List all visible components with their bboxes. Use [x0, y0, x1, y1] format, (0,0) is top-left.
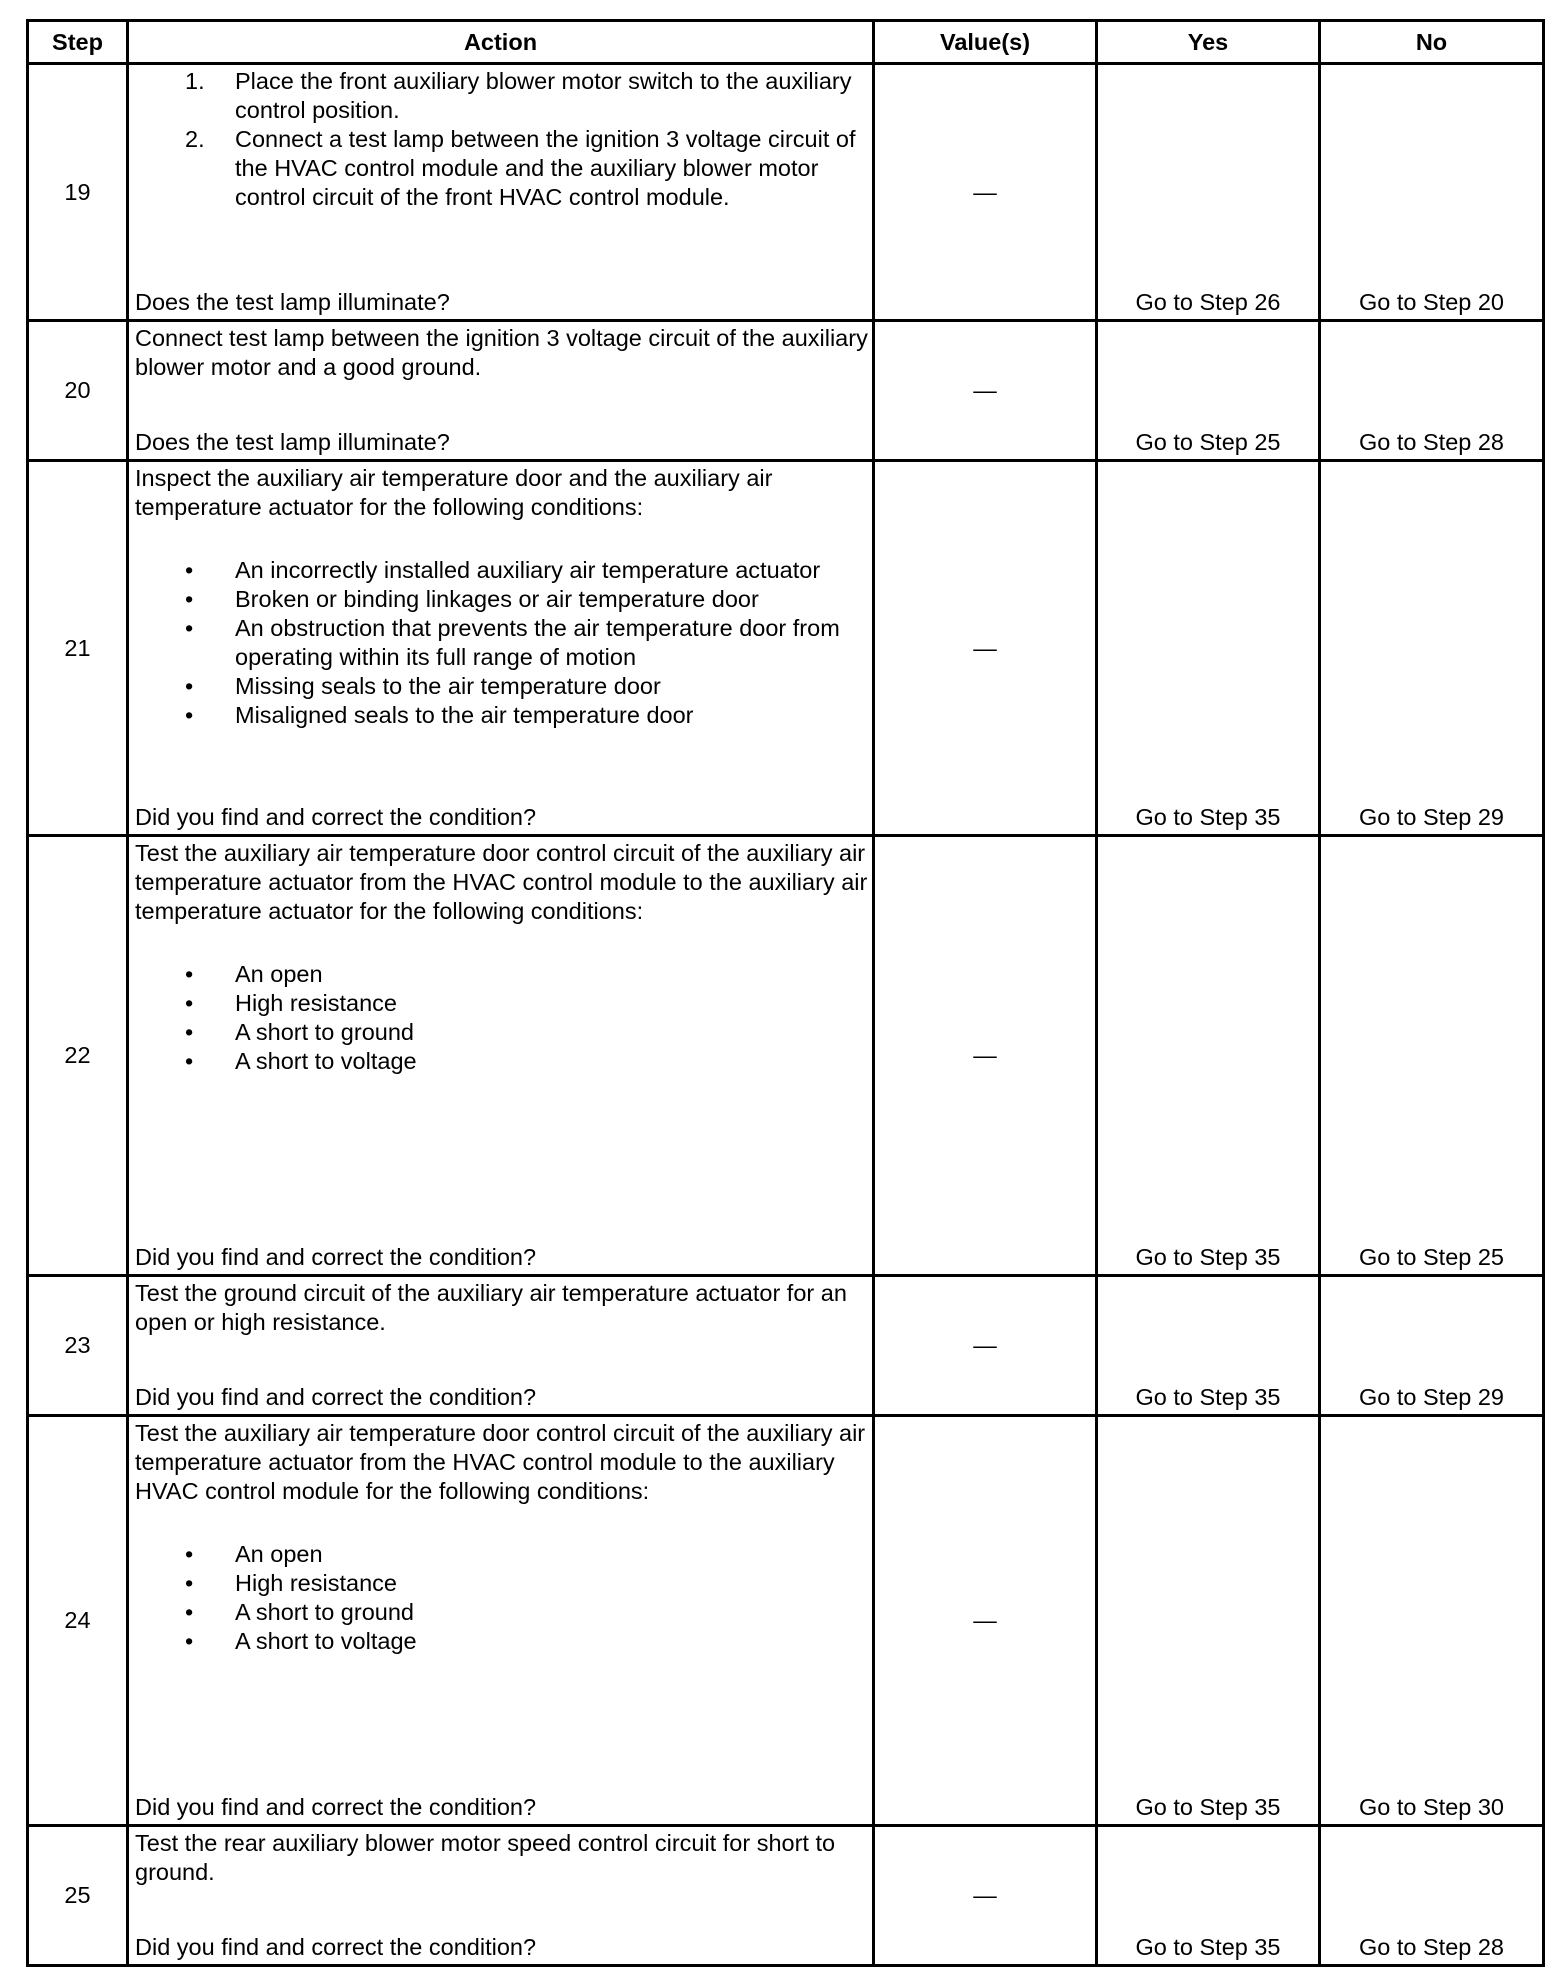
value-cell: —	[874, 64, 1097, 321]
list-item-text: An open	[235, 961, 323, 987]
value-cell: —	[874, 1416, 1097, 1826]
action-question: Did you find and correct the condition?	[135, 1244, 537, 1270]
list-item	[135, 989, 868, 1018]
list-number: 1.	[185, 68, 205, 94]
bullet-icon: •	[185, 1541, 194, 1567]
list-item	[135, 1047, 868, 1076]
step-number: 24	[28, 1416, 128, 1826]
list-item-text: Misaligned seals to the air temperature door	[235, 702, 694, 728]
header-yes: Yes	[1097, 21, 1320, 64]
header-no: No	[1320, 21, 1544, 64]
list-item	[135, 67, 868, 125]
list-item	[135, 556, 868, 585]
yes-cell: Go to Step 35	[1097, 461, 1320, 836]
list-item-text: Connect a test lamp between the ignition 3 voltage circuit of the HVAC control module and the auxiliary blower motor control circuit of the front HVAC control module.	[235, 126, 856, 210]
bullet-icon: •	[185, 586, 194, 612]
no-cell: Go to Step 20	[1320, 64, 1544, 321]
table-row	[28, 1276, 1544, 1416]
action-question: Does the test lamp illuminate?	[135, 289, 450, 315]
yes-cell: Go to Step 35	[1097, 1826, 1320, 1966]
table-row	[28, 321, 1544, 461]
header-action: Action	[128, 21, 874, 64]
step-number: 21	[28, 461, 128, 836]
list-item	[135, 1540, 868, 1569]
list-item-text: A short to ground	[235, 1599, 414, 1625]
action-question: Did you find and correct the condition?	[135, 804, 537, 830]
action-intro: Test the auxiliary air temperature door control circuit of the auxiliary air temperature actuator from the HVAC control module to the auxiliary air temperature actuator for the following conditions:	[135, 840, 868, 924]
header-step: Step	[28, 21, 128, 64]
action-cell	[128, 321, 874, 461]
list-item	[135, 701, 868, 730]
list-item-text: A short to voltage	[235, 1048, 417, 1074]
step-number: 23	[28, 1276, 128, 1416]
action-cell	[128, 1276, 874, 1416]
no-cell: Go to Step 29	[1320, 461, 1544, 836]
bullet-icon: •	[185, 673, 194, 699]
list-item-text: An incorrectly installed auxiliary air temperature actuator	[235, 557, 821, 583]
action-intro: Test the auxiliary air temperature door control circuit of the auxiliary air temperature actuator from the HVAC control module to the auxiliary HVAC control module for the following conditions:	[135, 1420, 866, 1504]
list-item-text: Missing seals to the air temperature door	[235, 673, 661, 699]
bullet-icon: •	[185, 702, 194, 728]
list-item	[135, 1598, 868, 1627]
no-cell: Go to Step 28	[1320, 1826, 1544, 1966]
bullet-icon: •	[185, 961, 194, 987]
list-item	[135, 1569, 868, 1598]
table-row	[28, 461, 1544, 836]
table-row	[28, 1416, 1544, 1826]
table-row	[28, 836, 1544, 1276]
bullet-icon: •	[185, 615, 194, 641]
list-item	[135, 672, 868, 701]
table-row	[28, 1826, 1544, 1966]
step-number: 19	[28, 64, 128, 321]
value-cell: —	[874, 461, 1097, 836]
action-list	[135, 556, 868, 730]
yes-cell: Go to Step 26	[1097, 64, 1320, 321]
list-item	[135, 125, 868, 212]
bullet-icon: •	[185, 1628, 194, 1654]
action-intro: Connect test lamp between the ignition 3 voltage circuit of the auxiliary blower motor and a good ground.	[135, 325, 868, 380]
action-list	[135, 67, 868, 212]
bullet-icon: •	[185, 557, 194, 583]
list-item-text: High resistance	[235, 990, 397, 1016]
diagnostic-table	[26, 19, 1545, 1967]
no-cell: Go to Step 25	[1320, 836, 1544, 1276]
step-number: 20	[28, 321, 128, 461]
list-item-text: Place the front auxiliary blower motor switch to the auxiliary control position.	[235, 68, 852, 123]
action-cell	[128, 1826, 874, 1966]
yes-cell: Go to Step 35	[1097, 1276, 1320, 1416]
action-intro: Inspect the auxiliary air temperature door and the auxiliary air temperature actuator for the following conditions:	[135, 465, 773, 520]
bullet-icon: •	[185, 1048, 194, 1074]
action-cell	[128, 64, 874, 321]
bullet-icon: •	[185, 1019, 194, 1045]
action-intro: Test the rear auxiliary blower motor speed control circuit for short to ground.	[135, 1830, 836, 1885]
action-question: Did you find and correct the condition?	[135, 1384, 537, 1410]
yes-cell: Go to Step 35	[1097, 836, 1320, 1276]
header-values: Value(s)	[874, 21, 1097, 64]
value-cell: —	[874, 321, 1097, 461]
action-question: Did you find and correct the condition?	[135, 1794, 537, 1820]
list-item	[135, 1627, 868, 1656]
list-item-text: An obstruction that prevents the air temperature door from operating within its full range of motion	[235, 615, 840, 670]
value-cell: —	[874, 1826, 1097, 1966]
step-number: 25	[28, 1826, 128, 1966]
list-item-text: High resistance	[235, 1570, 397, 1596]
action-question: Does the test lamp illuminate?	[135, 429, 450, 455]
step-number: 22	[28, 836, 128, 1276]
no-cell: Go to Step 30	[1320, 1416, 1544, 1826]
list-item-text: Broken or binding linkages or air temperature door	[235, 586, 759, 612]
yes-cell: Go to Step 25	[1097, 321, 1320, 461]
no-cell: Go to Step 29	[1320, 1276, 1544, 1416]
bullet-icon: •	[185, 1570, 194, 1596]
table-row	[28, 64, 1544, 321]
list-item	[135, 585, 868, 614]
list-item	[135, 960, 868, 989]
list-item-text: An open	[235, 1541, 323, 1567]
value-cell: —	[874, 836, 1097, 1276]
action-question: Did you find and correct the condition?	[135, 1934, 537, 1960]
table-body	[28, 64, 1544, 1966]
list-item	[135, 1018, 868, 1047]
action-cell	[128, 461, 874, 836]
list-item-text: A short to voltage	[235, 1628, 417, 1654]
header-row	[28, 21, 1544, 64]
no-cell: Go to Step 28	[1320, 321, 1544, 461]
list-number: 2.	[185, 126, 205, 152]
list-item-text: A short to ground	[235, 1019, 414, 1045]
action-cell	[128, 836, 874, 1276]
action-list	[135, 960, 868, 1076]
value-cell: —	[874, 1276, 1097, 1416]
action-intro: Test the ground circuit of the auxiliary air temperature actuator for an open or high resistance.	[135, 1280, 847, 1335]
bullet-icon: •	[185, 1599, 194, 1625]
action-cell	[128, 1416, 874, 1826]
list-item	[135, 614, 868, 672]
bullet-icon: •	[185, 990, 194, 1016]
action-list	[135, 1540, 868, 1656]
yes-cell: Go to Step 35	[1097, 1416, 1320, 1826]
